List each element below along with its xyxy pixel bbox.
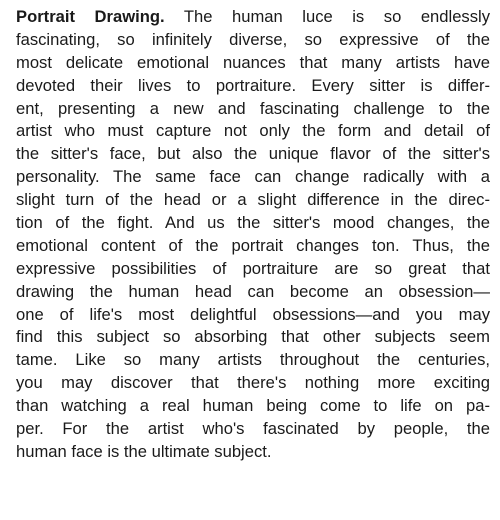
text-line-9: slight turn of the head or a slight difference in the direc- [16, 190, 490, 210]
text-line-10: tion of the fight. And us the sitter's mood changes, the [16, 213, 490, 233]
text-line-19: per. For the artist who's fascinated by people, the [16, 419, 490, 439]
text-line-11: emotional content of the portrait changes ton. Thus, the [16, 235, 490, 255]
text-line-13: drawing the human head can become an obsession— [16, 281, 490, 301]
text-line-8: personality. The same face can change radically with a [16, 167, 490, 187]
text-line-3: most delicate emotional nuances that many artists have [16, 52, 490, 72]
text-line-4: devoted their lives to portraiture. Every sitter is differ- [16, 75, 490, 95]
text-line-18: than watching a real human being come to life on pa- [16, 396, 490, 416]
text-page [16, 6, 490, 464]
text-line-12: expressive possibilities of portraiture are so great that [16, 258, 490, 278]
text-line-6: artist who must capture not only the form and detail of [16, 121, 490, 141]
section-heading: Portrait Drawing. [16, 7, 165, 26]
line-text: The human luce is so endlessly [183, 7, 491, 26]
text-line-1 [16, 6, 490, 29]
text-line-7: the sitter's face, but also the unique flavor of the sitter's [16, 144, 490, 164]
text-line-16: tame. Like so many artists throughout the centuries, [16, 350, 490, 370]
text-line-17: you may discover that there's nothing more exciting [16, 373, 490, 393]
text-line-2: fascinating, so infinitely diverse, so expressive of the [16, 29, 490, 49]
text-line-20: human face is the ultimate subject. [16, 441, 272, 461]
text-line-14: one of life's most delightful obsessions—and you may [16, 304, 490, 324]
text-line-5: ent, presenting a new and fascinating challenge to the [16, 98, 490, 118]
text-line-15: find this subject so absorbing that other subjects seem [16, 327, 490, 347]
